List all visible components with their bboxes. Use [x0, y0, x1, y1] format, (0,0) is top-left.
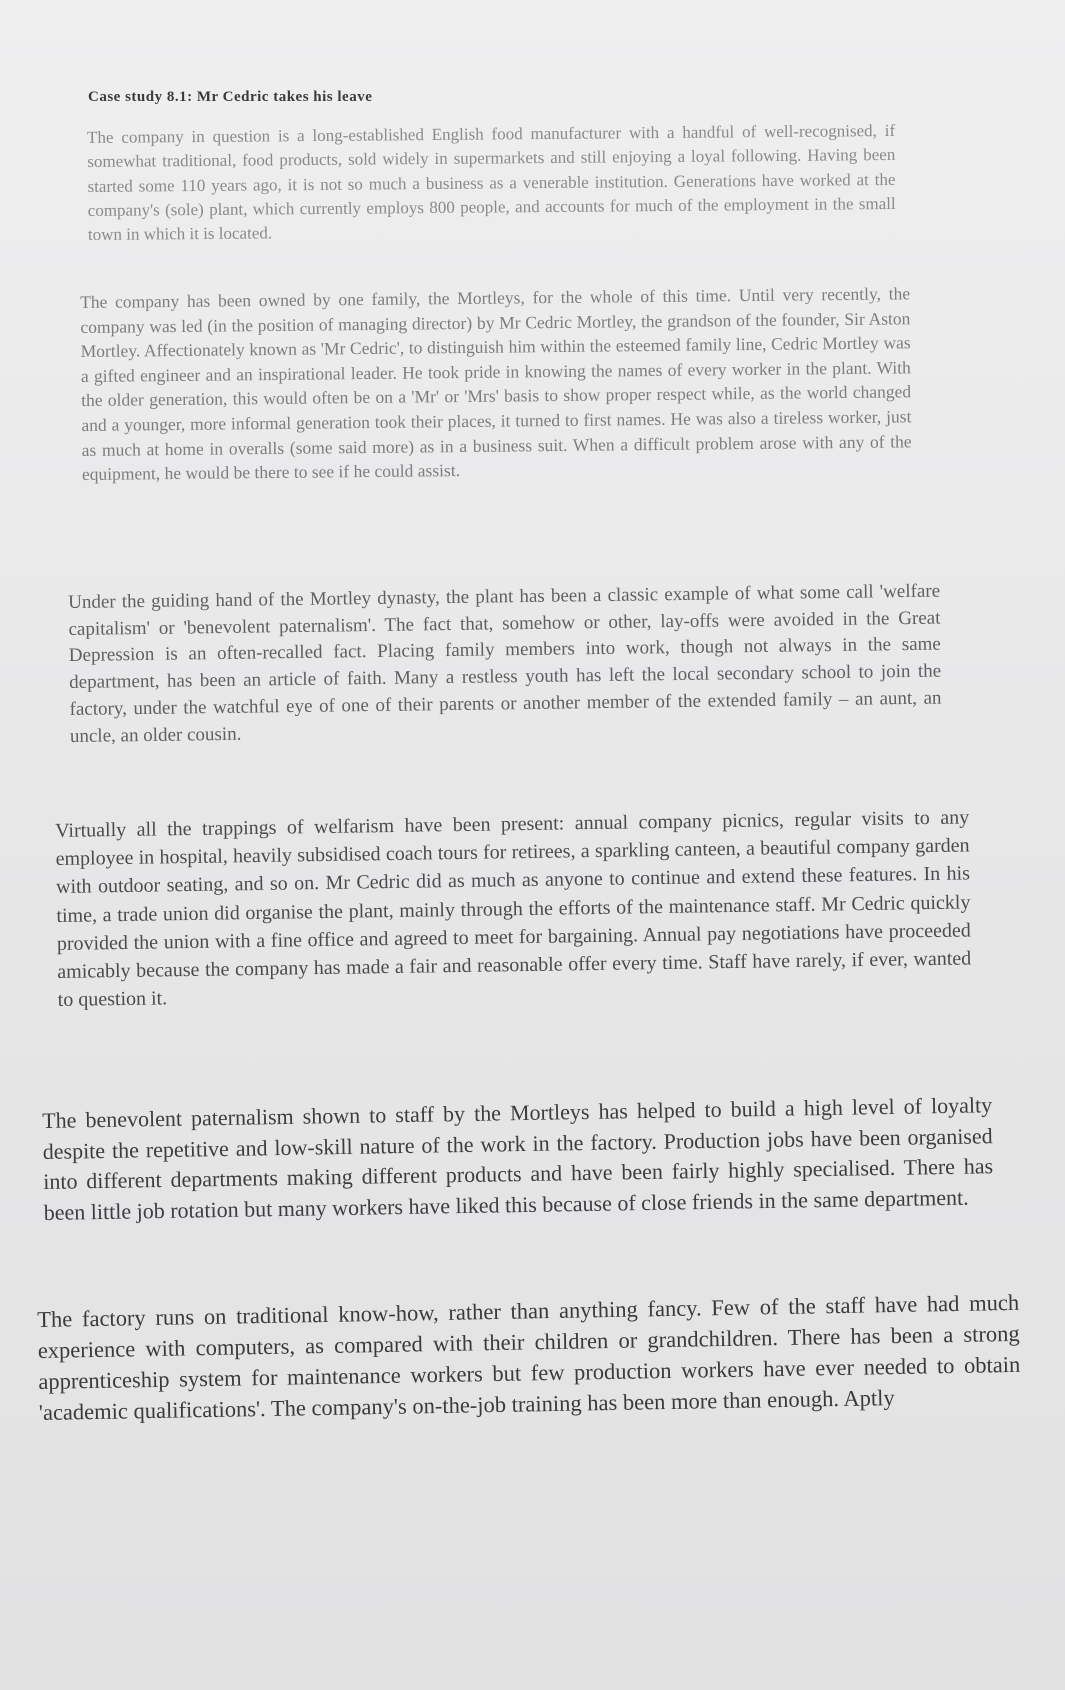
paragraph-company-intro: The company in question is a long-established English food manufacturer with a handful of well-recognised, if somewhat traditional, food products, sold widely in supermarkets and still enjoying a loyal following. Having been started some 110 years ago, it is not so much a business as a venerable institution. Generations have worked at the company's (sole) plant, which currently employs 800 people, and accounts for much of the employment in the small town in which it is located.	[87, 120, 896, 245]
case-study-heading: Case study 8.1: Mr Cedric takes his leave	[88, 89, 373, 105]
paragraph-mortley-dynasty: Under the guiding hand of the Mortley dynasty, the plant has been a classic example of what some call 'welfare capitalism' or 'benevolent paternalism'. The fact that, somehow or other, lay-offs were avoided in the Great Depression is an often-recalled fact. Placing family members into work, though not always in the same department, has been an article of faith. Many a restless youth has left the local secondary school to join the factory, under the watchful eye of one of their parents or another member of the extended family – an aunt, an uncle, an older cousin.	[68, 580, 942, 747]
paragraph-welfarism: Virtually all the trappings of welfarism have been present: annual company picnics, regular visits to any employee in hospital, heavily subsidised coach tours for retirees, a sparkling canteen, a beautiful company garden with outdoor seating, and so on. Mr Cedric did as much as anyone to continue and extend these features. In his time, a trade union did organise the plant, mainly through the efforts of the maintenance staff. Mr Cedric quickly provided the union with a fine office and agreed to meet for bargaining. Annual pay negotiations have proceeded amicably because the company has made a fair and reasonable offer every time. Staff have rarely, if ever, wanted to question it.	[55, 806, 972, 1012]
paragraph-traditional-know-how: The factory runs on traditional know-how, rather than anything fancy. Few of the staff have had much experience with computers, as compared with their children or grandchildren. There has been a strong apprenticeship system for maintenance workers but few production workers have ever needed to obtain 'academic qualifications'. The company's on-the-job training has been more than enough. Aptly	[37, 1289, 1021, 1425]
paragraph-benevolent-paternalism: The benevolent paternalism shown to staff by the Mortleys has helped to build a high level of loyalty despite the repetitive and low-skill nature of the work in the factory. Production jobs have been organised into different departments making different products and have been fairly highly specialised. There has been little job rotation but many workers have liked this because of close friends in the same department.	[42, 1092, 994, 1225]
paragraph-mortley-family: The company has been owned by one family, the Mortleys, for the whole of this time. Until very recently, the company was led (in the position of managing director) by Mr Cedric Mortley, the grandson of the founder, Sir Aston Mortley. Affectionately known as 'Mr Cedric', to distinguish him within the esteemed family line, Cedric Mortley was a gifted engineer and an inspirational leader. He took pride in knowing the names of every worker in the plant. With the older generation, this would often be on a 'Mr' or 'Mrs' basis to show proper respect while, as the world changed and a younger, more informal generation took their places, it turned to first names. He was also a tireless worker, just as much at home in overalls (some said more) as in a business suit. When a difficult problem arose with any of the equipment, he would be there to see if he could assist.	[80, 283, 912, 485]
